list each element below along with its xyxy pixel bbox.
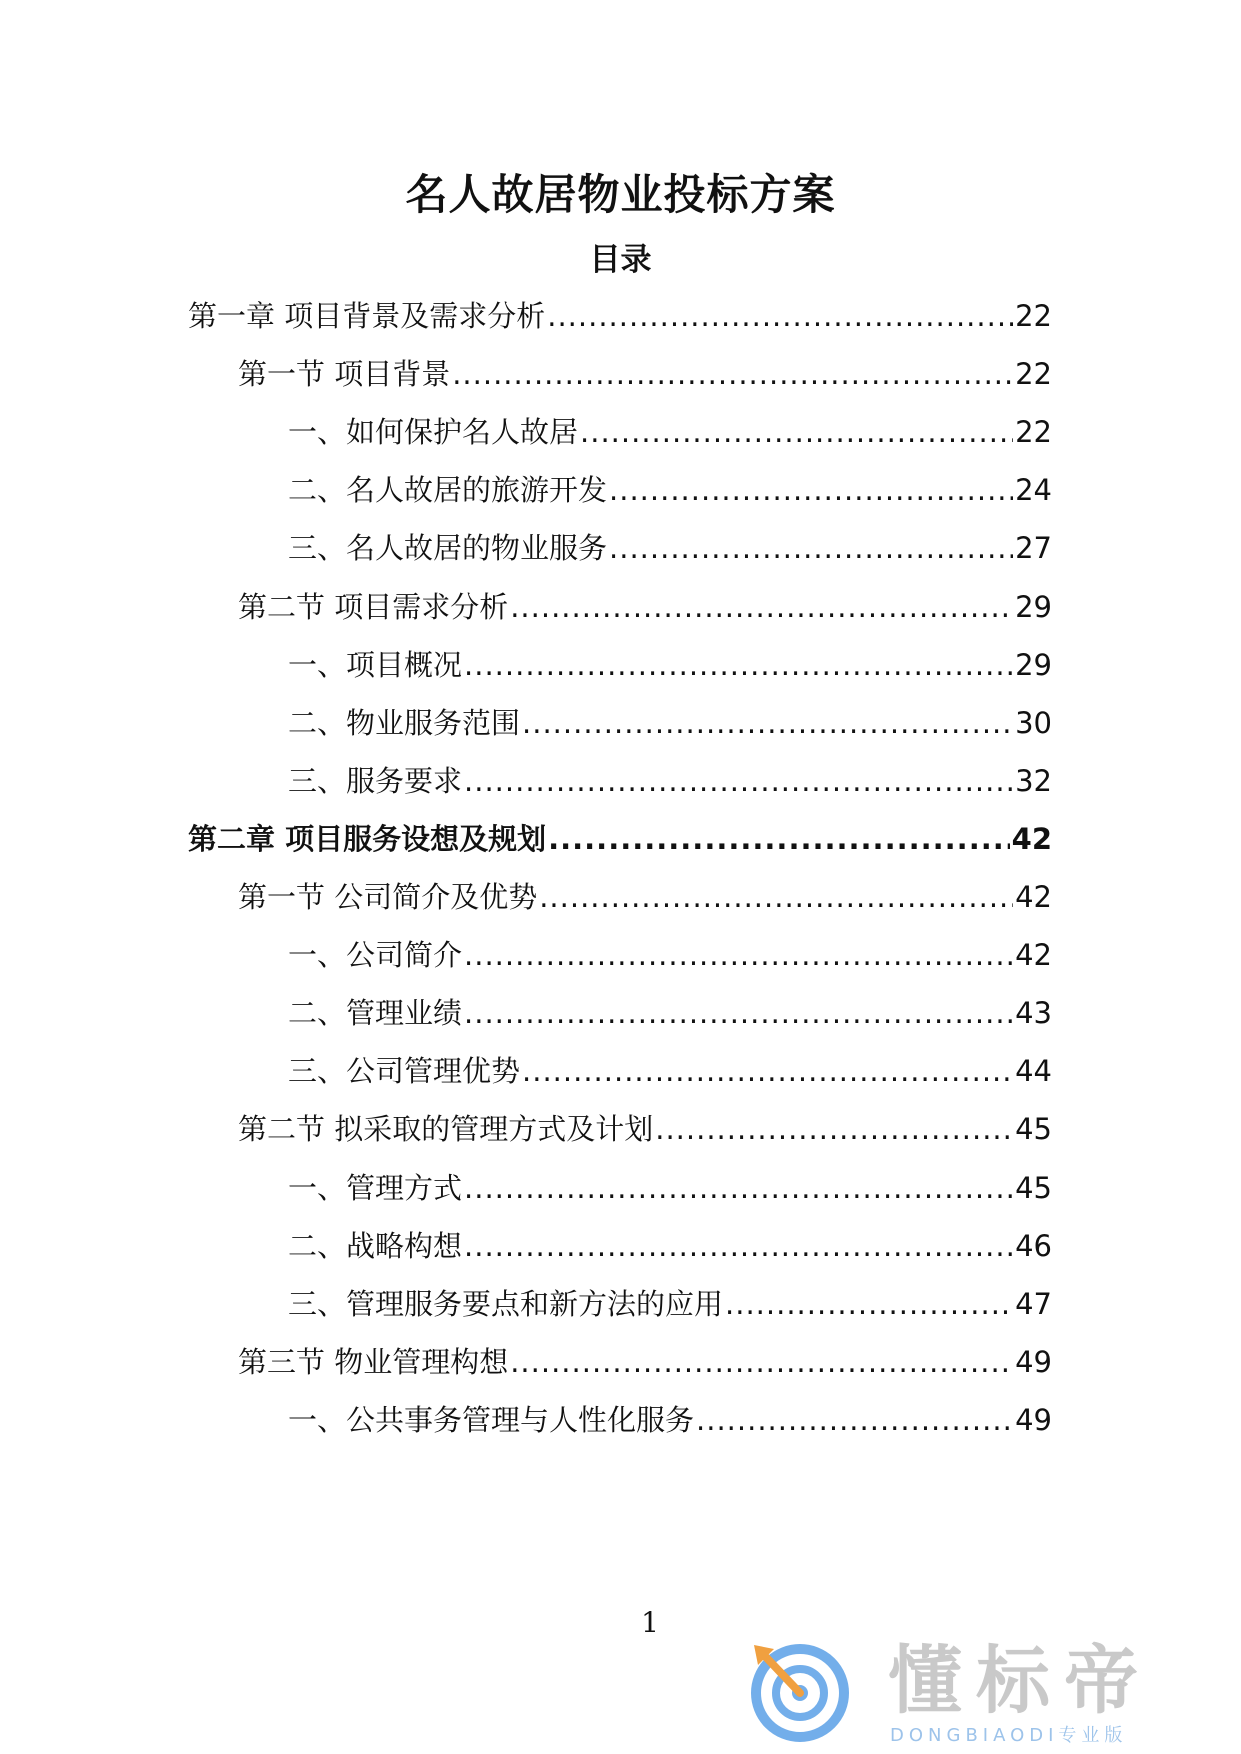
toc-entry-label: 第一章 项目背景及需求分析	[188, 299, 546, 333]
toc-entry-page: 22	[1015, 357, 1052, 392]
toc-entry[interactable]	[188, 296, 1052, 336]
toc-dot-leader	[539, 877, 1013, 917]
toc-entry-label: 一、如何保护名人故居	[288, 415, 579, 450]
toc-heading: 目录	[589, 242, 652, 278]
toc-entry[interactable]	[288, 645, 1052, 685]
toc-entry-label: 三、管理服务要点和新方法的应用	[288, 1286, 724, 1321]
toc-dot-leader	[548, 819, 1010, 859]
toc-entry-page: 49	[1015, 1402, 1052, 1437]
toc-entry-page: 24	[1015, 473, 1052, 508]
toc-entry-label: 第二章 项目服务设想及规划	[188, 821, 547, 856]
toc-dot-leader	[464, 761, 1013, 801]
toc-dot-leader	[452, 354, 1013, 394]
toc-entry-page: 43	[1015, 996, 1052, 1031]
toc-dot-leader	[464, 1168, 1013, 1208]
toc-dot-leader	[510, 587, 1013, 627]
toc-entry[interactable]	[288, 528, 1052, 568]
toc-entry[interactable]	[288, 761, 1052, 801]
toc-entry-label: 第二节 项目需求分析	[238, 589, 509, 624]
toc-entry-page: 49	[1015, 1344, 1052, 1379]
toc-entry-label: 第一节 公司简介及优势	[238, 880, 538, 914]
toc-entry-page: 27	[1015, 531, 1052, 566]
toc-dot-leader	[464, 935, 1013, 975]
toc-entry-label: 二、名人故居的旅游开发	[288, 473, 608, 508]
toc-entry-page: 47	[1015, 1286, 1052, 1321]
target-arrow-icon	[740, 1635, 860, 1745]
toc-entry[interactable]	[238, 1342, 1052, 1382]
document-title: 名人故居物业投标方案	[405, 170, 836, 219]
toc-entry-page: 32	[1015, 763, 1052, 798]
toc-entry-label: 一、管理方式	[288, 1170, 463, 1205]
page-number: 1	[641, 1606, 659, 1639]
toc-entry[interactable]	[288, 703, 1052, 743]
toc-dot-leader	[547, 296, 1013, 336]
watermark-brand: 懂标帝	[888, 1638, 1152, 1724]
toc-dot-leader	[464, 1226, 1013, 1266]
toc-dot-leader	[609, 528, 1013, 568]
toc-dot-leader	[464, 645, 1013, 685]
toc-dot-leader	[522, 703, 1013, 743]
toc-entry-page: 42	[1011, 821, 1052, 856]
toc-entry[interactable]	[238, 354, 1052, 394]
toc-entry[interactable]	[288, 412, 1052, 452]
toc-entry[interactable]	[238, 877, 1052, 917]
toc-dot-leader	[580, 412, 1013, 452]
toc-entry[interactable]	[188, 819, 1052, 859]
toc-entry[interactable]	[288, 935, 1052, 975]
toc-entry[interactable]	[288, 993, 1052, 1033]
toc-entry-label: 一、公共事务管理与人性化服务	[288, 1402, 695, 1437]
toc-entry-page: 30	[1015, 705, 1052, 740]
toc-entry-label: 三、服务要求	[288, 763, 463, 798]
toc-entry-label: 三、名人故居的物业服务	[288, 531, 608, 566]
toc-entry-label: 第三节 物业管理构想	[238, 1344, 509, 1379]
toc-entry[interactable]	[288, 1051, 1052, 1091]
watermark	[740, 1635, 1220, 1745]
toc-entry-label: 一、项目概况	[288, 647, 463, 682]
toc-entry-label: 三、公司管理优势	[288, 1054, 521, 1089]
toc-entry-label: 二、管理业绩	[288, 996, 463, 1031]
toc-entry-page: 42	[1015, 880, 1052, 914]
toc-entry-page: 29	[1015, 647, 1052, 682]
toc-entry-page: 22	[1015, 415, 1052, 450]
toc-entry[interactable]	[238, 587, 1052, 627]
toc-entry[interactable]	[288, 470, 1052, 510]
toc-entry-page: 45	[1015, 1112, 1052, 1147]
toc-dot-leader	[725, 1284, 1013, 1324]
toc-dot-leader	[510, 1342, 1013, 1382]
watermark-subtitle: DONGBIAODI专业版	[890, 1725, 1128, 1746]
toc-entry-label: 第一节 项目背景	[238, 357, 451, 392]
toc-entry[interactable]	[288, 1284, 1052, 1324]
toc-entry[interactable]	[288, 1400, 1052, 1440]
toc-dot-leader	[655, 1109, 1013, 1149]
toc-entry[interactable]	[288, 1226, 1052, 1266]
toc-entry-page: 22	[1015, 299, 1052, 333]
toc-entry-page: 46	[1015, 1228, 1052, 1263]
toc-entry-label: 二、战略构想	[288, 1228, 463, 1263]
toc-entry-page: 45	[1015, 1170, 1052, 1205]
toc-entry-page: 42	[1015, 938, 1052, 973]
toc-entry[interactable]	[238, 1109, 1052, 1149]
toc-entry-label: 一、公司简介	[288, 938, 463, 973]
toc-dot-leader	[609, 470, 1013, 510]
toc-dot-leader	[696, 1400, 1013, 1440]
toc-entry[interactable]	[288, 1168, 1052, 1208]
toc-entry-page: 44	[1015, 1054, 1052, 1089]
toc-entry-label: 第二节 拟采取的管理方式及计划	[238, 1112, 654, 1147]
toc-entry-page: 29	[1015, 589, 1052, 624]
toc-dot-leader	[522, 1051, 1013, 1091]
toc-entry-label: 二、物业服务范围	[288, 705, 521, 740]
toc-dot-leader	[464, 993, 1013, 1033]
